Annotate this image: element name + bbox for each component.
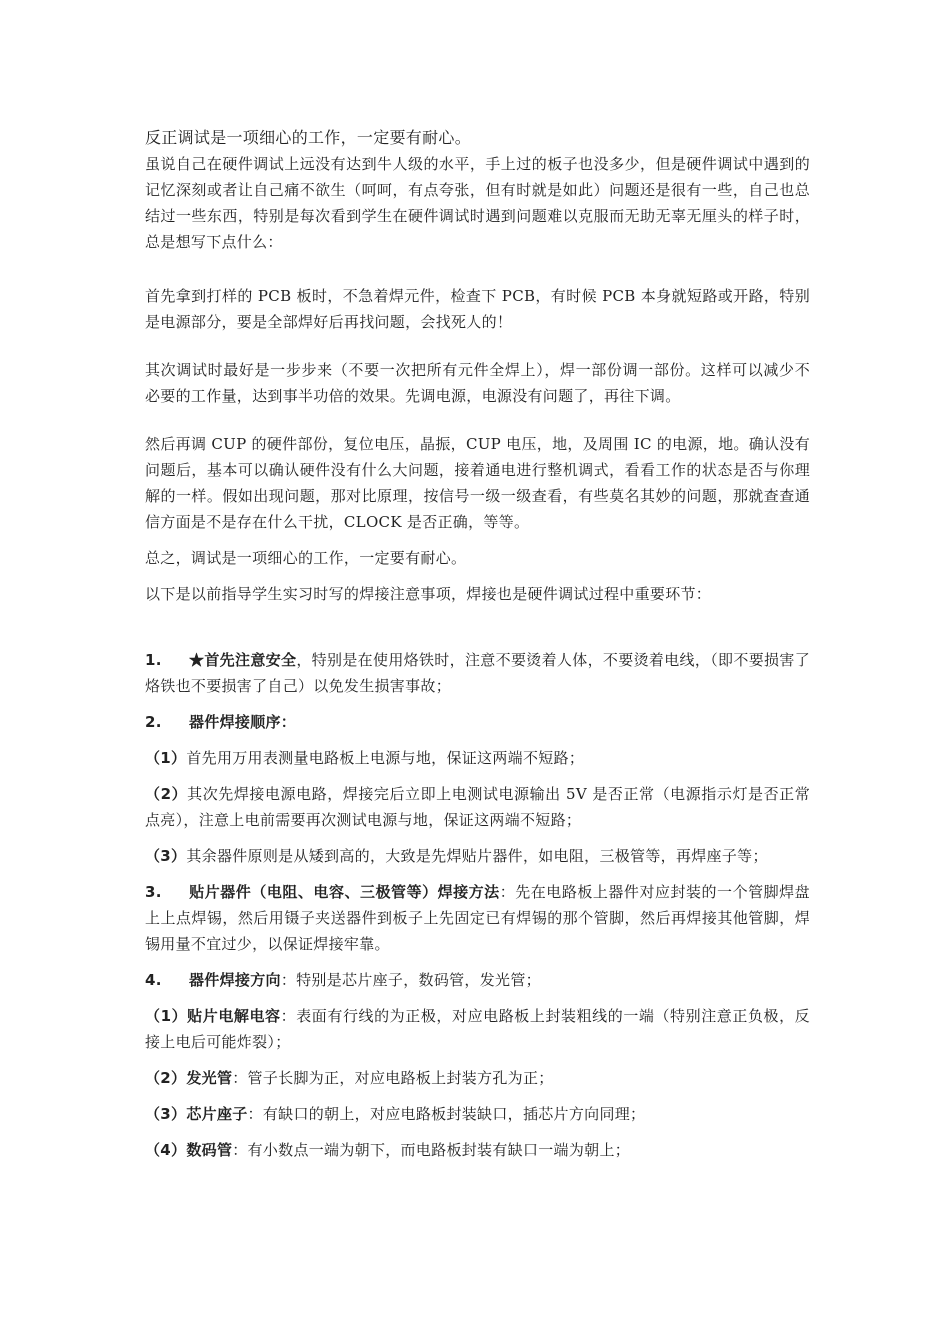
item-number: 3. [145,883,162,901]
item-heading: 器件焊接顺序： [189,713,297,731]
sub-item-direction-3 [145,1101,810,1127]
sub-item-text: 首先用万用表测量电路板上电源与地，保证这两端不短路； [186,749,585,767]
paragraph-summary: 总之，调试是一项细心的工作，一定要有耐心。 [145,549,467,567]
item-heading: ★首先注意安全 [189,651,297,669]
item-number: 2. [145,713,162,731]
paragraph-step-by-step: 其次调试时最好是一步步来（不要一次把所有元件全焊上），焊一部份调一部份。这样可以减少不必要的工作量，达到事半功倍的效果。先调电源，电源没有问题了，再往下调。 [145,361,810,405]
document-page [145,125,810,1163]
sub-item-number: （1） [145,749,187,767]
list-item-order [145,709,810,735]
sub-item-text: 其次先焊接电源电路，焊接完后立即上电测试电源输出 5V 是否正常（电源指示灯是否正常点亮），注意上电前需要再次测试电源与地，保证这两端不短路； [145,785,811,829]
sub-item-number: （1） [145,1007,188,1025]
item-heading: 器件焊接方向 [189,971,281,989]
item-number: 4. [145,971,162,989]
document-title: 反正调试是一项细心的工作，一定要有耐心。 [145,128,472,147]
sub-item-direction-4 [145,1137,810,1163]
paragraph-cpu-debug: 然后再调 CUP 的硬件部份，复位电压，晶振，CUP 电压，地，及周围 IC 的电源，地。确认没有问题后，基本可以确认硬件没有什么大问题，接着通电进行整机调式，看看工作的状态是否与你理解的一样。假如出现问题，那对比原理，按信号一级一级查看，有些莫名其妙的问题，那就查查通信方面是不是存在什么干扰，CLOCK 是否正确，等等。 [145,435,810,531]
sub-item-direction-1 [145,1003,810,1055]
sub-item-order-1 [145,745,810,771]
item-text: ：特别是芯片座子，数码管，发光管； [280,971,541,989]
sub-item-text: 其余器件原则是从矮到高的，大致是先焊贴片器件，如电阻，三极管等，再焊座子等； [186,847,768,865]
sub-item-text: ：有缺口的朝上，对应电路板封装缺口，插芯片方向同理； [247,1105,646,1123]
item-heading: 贴片器件（电阻、电容、三极管等）焊接方法 [189,883,500,901]
sub-item-number: （2） [145,785,188,803]
sub-item-text: ：有小数点一端为朝下，而电路板封装有缺口一端为朝上； [232,1141,631,1159]
paragraph-soldering-intro: 以下是以前指导学生实习时写的焊接注意事项，焊接也是硬件调试过程中重要环节： [145,585,712,603]
item-text: ，特别是在使用烙铁时，注意不要烫着人体，不要烫着电线，（即不要损害了烙铁也不要损害了自己）以免发生损害事故； [145,651,810,695]
list-item-smd-method [145,879,810,957]
sub-item-heading: 芯片座子 [186,1105,248,1123]
item-text: ：先在电路板上器件对应封装的一个管脚焊盘上上点焊锡，然后用镊子夹送器件到板子上先固定已有焊锡的那个管脚，然后再焊接其他管脚，焊锡用量不宜过少，以保证焊接牢靠。 [145,883,810,953]
sub-item-number: （3） [145,1105,187,1123]
paragraph-pcb-check: 首先拿到打样的 PCB 板时，不急着焊元件，检查下 PCB，有时候 PCB 本身就短路或开路，特别是电源部分，要是全部焊好后再找问题，会找死人的！ [145,287,810,331]
item-number: 1. [145,651,162,669]
sub-item-heading: 发光管 [186,1069,233,1087]
sub-item-number: （3） [145,847,187,865]
sub-item-text: ：管子长脚为正，对应电路板上封装方孔为正； [232,1069,554,1087]
sub-item-text: ：表面有行线的为正极，对应电路板上封装粗线的一端（特别注意正负极，反接上电后可能炸裂）； [145,1007,810,1051]
list-item-safety [145,647,810,699]
sub-item-direction-2 [145,1065,810,1091]
sub-item-order-3 [145,843,810,869]
sub-item-heading: 数码管 [186,1141,233,1159]
list-item-direction [145,967,810,993]
sub-item-heading: 贴片电解电容 [187,1007,281,1025]
sub-item-number: （2） [145,1069,187,1087]
sub-item-order-2 [145,781,810,833]
intro-paragraph: 虽说自己在硬件调试上远没有达到牛人级的水平，手上过的板子也没多少，但是硬件调试中遇到的记忆深刻或者让自己痛不欲生（呵呵，有点夸张，但有时就是如此）问题还是很有一些，自己也总结过一些东西，特别是每次看到学生在硬件调试时遇到问题难以克服而无助无辜无厘头的样子时，总是想写下点什么： [145,155,810,251]
sub-item-number: （4） [145,1141,187,1159]
